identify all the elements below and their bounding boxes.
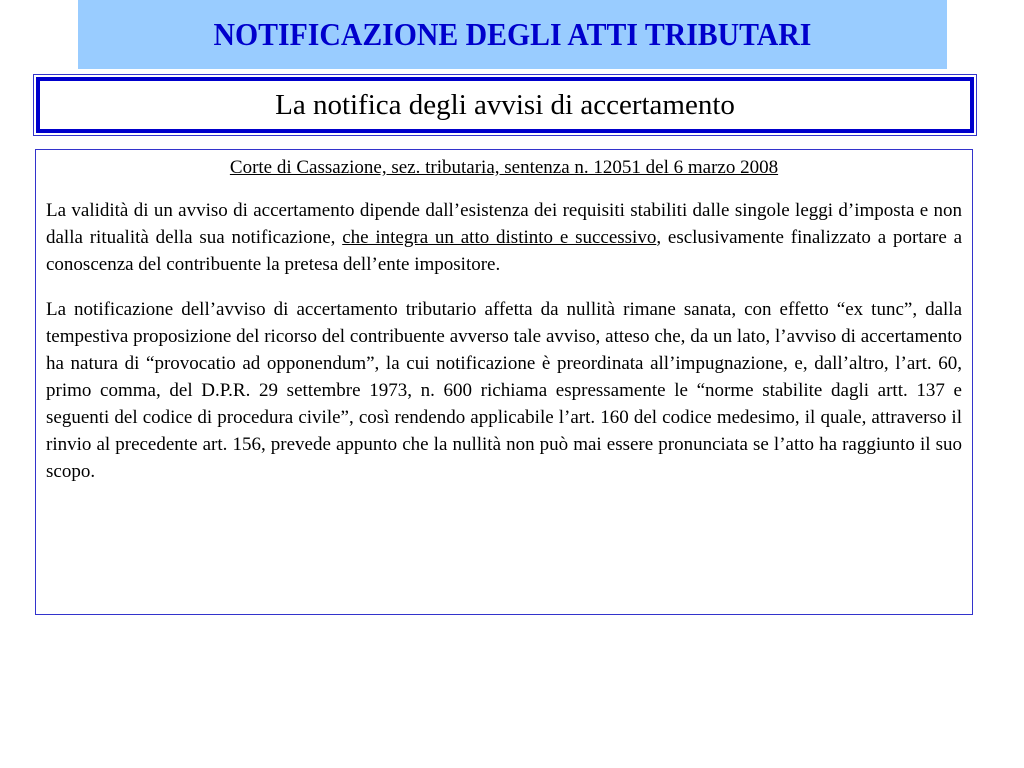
slide-title: NOTIFICAZIONE DEGLI ATTI TRIBUTARI: [213, 16, 812, 52]
content-box: [35, 149, 973, 615]
case-citation: Corte di Cassazione, sez. tributaria, sentenza n. 12051 del 6 marzo 2008: [229, 157, 779, 178]
paragraph-validity-start: La validità di un avviso di accertamento dipende dall’esistenza dei requisiti stabiliti dalle singole leggi d’imposta e non dalla ritualità della sua notificazione,: [46, 200, 962, 248]
slide-title-bar: [78, 0, 947, 69]
subtitle-frame: [36, 77, 974, 133]
paragraph-notification: La notificazione dell’avviso di accertamento tributario affetta da nullità rimane sanata, con effetto “ex tunc”, dalla tempestiva proposizione del ricorso del contribuente avverso tale avviso, atteso che, da un lato, l’avviso di accertamento ha natura di “provocatio ad opponendum”, la cui notificazione è preordinata all’impugnazione, e, dall’altro, l’art. 60, primo comma, del D.P.R. 29 settembre 1973, n. 600 richiama espressamente le “norme stabilite dagli artt. 137 e seguenti del codice di procedura civile”, così rendendo applicabile l’art. 160 del codice medesimo, il quale, attraverso il rinvio al precedente art. 156, prevede appunto che la nullità non può mai essere pronunciata se l’atto ha raggiunto il suo scopo.: [46, 299, 962, 482]
paragraph-validity-end: , esclusivamente finalizzato a portare a conoscenza del contribuente la pretesa dell’ente impositore.: [46, 227, 962, 275]
underlined-phrase: che integra un atto distinto e successivo: [342, 227, 657, 248]
subtitle-box: [33, 74, 977, 136]
paragraph-validity: [46, 197, 962, 278]
slide-subtitle: La notifica degli avvisi di accertamento: [275, 88, 735, 121]
